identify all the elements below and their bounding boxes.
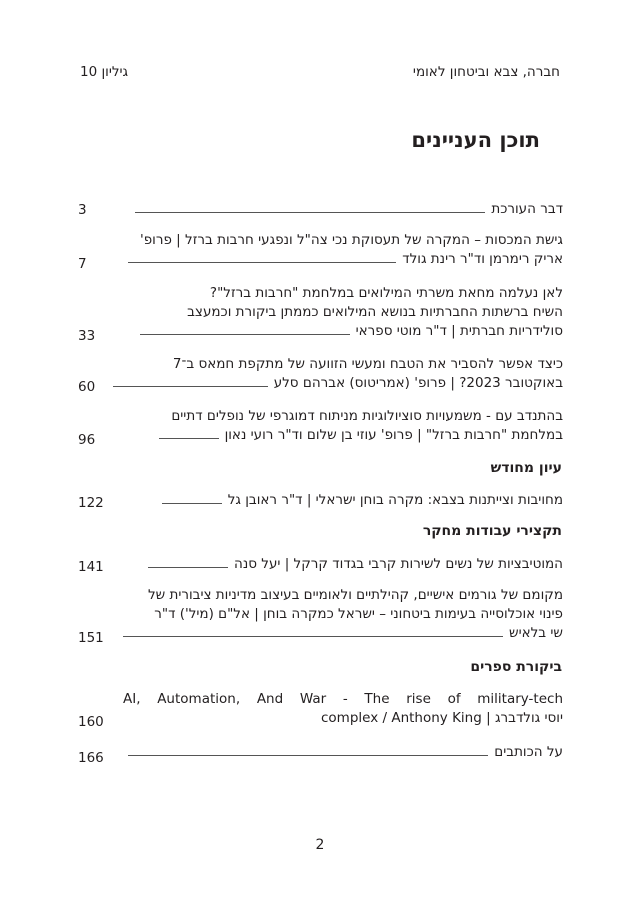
section-heading: עיון מחודש <box>490 460 562 476</box>
toc-entry[interactable] <box>78 555 563 575</box>
dot-leader <box>128 261 396 263</box>
toc-entry[interactable] <box>78 407 563 447</box>
page-ref: 141 <box>78 559 104 575</box>
toc-entry-title: מקומם של גורמים אישיים, קהילתיים ולאומיים בעיצוב מדיניות ציבורית של <box>147 587 563 603</box>
page-number: 2 <box>315 837 325 853</box>
toc-entry[interactable] <box>78 586 563 646</box>
dot-leader <box>159 437 219 439</box>
toc-entry-author: complex / Anthony King | יוסי גולדברג <box>321 710 563 726</box>
page-ref: 3 <box>78 202 87 218</box>
toc-entry-title: המוטיבציות של נשים לשירות קרבי בגדוד קרקל | יעל סנה <box>234 556 563 572</box>
page-ref: 96 <box>78 432 96 448</box>
page-ref: 166 <box>78 750 104 766</box>
dot-leader <box>140 333 350 335</box>
toc-entry[interactable] <box>78 284 563 344</box>
issue-label: גיליון 10 <box>80 64 129 80</box>
toc-entry[interactable] <box>78 355 563 395</box>
page-ref: 7 <box>78 256 87 272</box>
toc-entry[interactable] <box>78 491 563 511</box>
dot-leader <box>123 635 503 637</box>
dot-leader <box>162 502 222 504</box>
toc-entry[interactable] <box>78 231 563 271</box>
toc-entry-author: סולידריות חברתית | ד"ר מוטי ספראי <box>355 323 563 339</box>
page-ref: 160 <box>78 714 104 730</box>
toc-entry-author: שי בלאיש <box>509 625 563 641</box>
toc-entry-title: לאן נעלמה מחאת משרתי המילואים במלחמת "חרבות ברזל"? <box>209 285 563 301</box>
dot-leader <box>148 566 228 568</box>
section-heading: תקצירי עבודות מחקר <box>422 523 562 539</box>
toc-entry-title: השיח ברשתות החברתיות בנושא המילואים כממתן ביקורת וכמעצב <box>187 304 563 320</box>
page-ref: 151 <box>78 630 104 646</box>
toc-entry[interactable] <box>78 200 563 220</box>
journal-title: חברה, צבא וביטחון לאומי <box>412 64 560 80</box>
dot-leader <box>135 211 485 213</box>
dot-leader <box>113 385 268 387</box>
toc-entry-author: באוקטובר 2023? | פרופ' (אמריטוס) אברהם סלע <box>273 375 563 391</box>
toc-entry-title: בהתנדב עם - משמעויות סוציולוגיות מניתוח דמוגרפי של נופלים דתיים <box>171 408 563 424</box>
toc-entry-title: על הכותבים <box>494 744 563 760</box>
dot-leader <box>128 754 488 756</box>
section-heading: ביקורת ספרים <box>470 659 562 675</box>
toc-entry-title: כיצד אפשר להסביר את הטבח ומעשי הזוועה של מתקפת חמאס ב־7 <box>172 356 563 372</box>
toc-entry-title: דבר העורכת <box>491 201 563 217</box>
toc-entry-author: במלחמת "חרבות ברזל" | פרופ' עוזי בן שלום וד"ר רועי נאון <box>224 427 563 443</box>
toc-entry-author: אריק רימרמן וד"ר רינת גולד <box>402 251 563 267</box>
toc-entry[interactable] <box>78 743 563 766</box>
page-ref: 60 <box>78 379 96 395</box>
toc-entry-title: גישת המכסות – המקרה של תעסוקת נכי צה"ל ונפגעי חרבות ברזל | פרופ' <box>140 232 563 248</box>
toc-title: תוכן העניינים <box>411 128 540 152</box>
page-ref: 33 <box>78 328 96 344</box>
toc-entry-title: מחויבות וצייתנות בצבא: מקרה בוחן ישראלי | ד"ר ראובן גל <box>227 492 563 508</box>
page-ref: 122 <box>78 495 104 511</box>
toc-entry-title: AI, Automation, And War - The rise of military-tech <box>123 691 563 707</box>
toc-entry-title: פינוי אוכלוסייה בעימות ביטחוני – ישראל כמקרה בוחן | אל"ם (מיל') ד"ר <box>154 606 563 622</box>
toc-entry[interactable] <box>78 690 563 730</box>
